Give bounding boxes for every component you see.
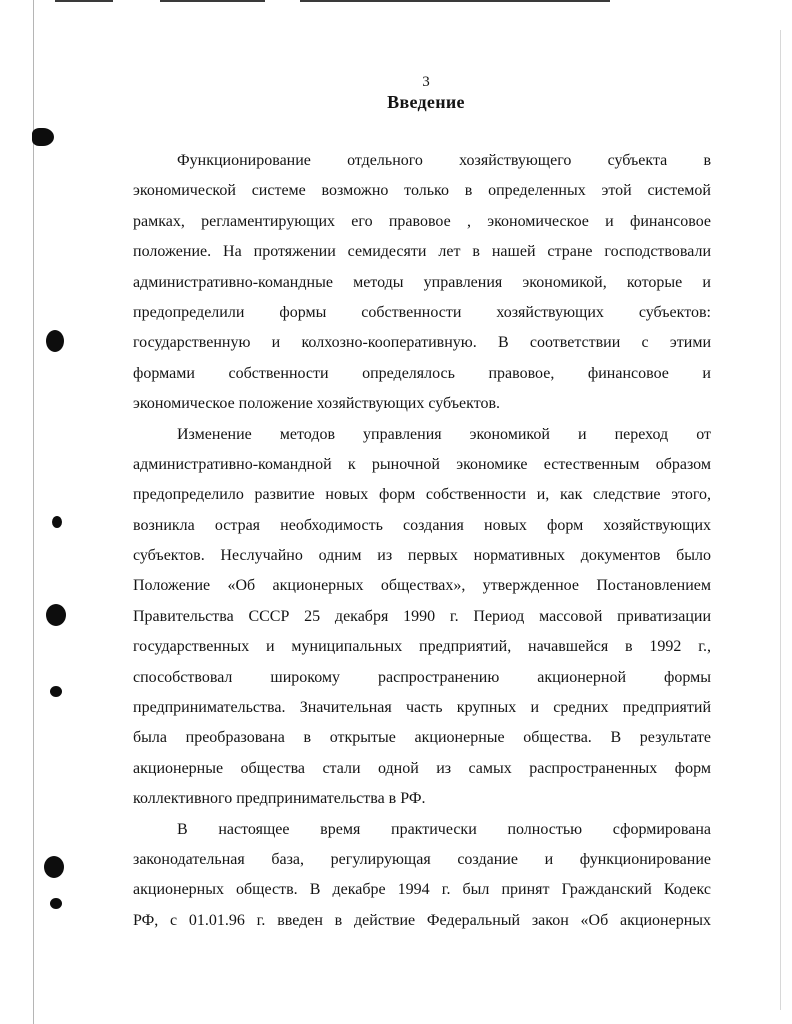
- text-line: РФ, с 01.01.96 г. введен в действие Федеральный закон «Об акционерных: [133, 911, 711, 929]
- punch-hole-mark: [46, 604, 66, 626]
- text-line: положение. На протяжении семидесяти лет в нашей стране господствовали: [133, 243, 711, 261]
- page-title: Введение: [387, 92, 465, 112]
- punch-hole-mark: [46, 330, 64, 352]
- page-number: 3: [422, 74, 430, 90]
- scan-artifact-line: [300, 0, 610, 2]
- scan-artifact-line: [55, 0, 113, 2]
- text-line: Правительства СССР 25 декабря 1990 г. Период массовой приватизации: [133, 607, 711, 625]
- punch-hole-mark: [44, 856, 64, 878]
- text-line: государственных и муниципальных предприятий, начавшейся в 1992 г.,: [133, 638, 711, 656]
- right-page-edge: [780, 30, 781, 1010]
- scan-artifact-line: [160, 0, 265, 2]
- text-line: формами собственности определялось правовое, финансовое и: [133, 364, 711, 382]
- text-line: была преобразована в открытые акционерные общества. В результате: [133, 729, 711, 747]
- text-line: субъектов. Неслучайно одним из первых нормативных документов было: [133, 547, 711, 565]
- punch-hole-mark: [50, 686, 62, 697]
- text-line: административно-командные методы управления экономикой, которые и: [133, 273, 711, 291]
- text-line: Функционирование отдельного хозяйствующего субъекта в: [177, 152, 711, 169]
- text-line: предопределило развитие новых форм собственности и, как следствие этого,: [133, 486, 711, 504]
- paragraph: [133, 420, 711, 815]
- text-line: государственную и колхозно-кооперативную. В соответствии с этими: [133, 334, 711, 352]
- text-line: способствовал широкому распространению акционерной формы: [133, 668, 711, 686]
- paragraph: [133, 815, 711, 937]
- text-line: предпринимательства. Значительная часть крупных и средних предприятий: [133, 699, 711, 717]
- text-line: рамках, регламентирующих его правовое , экономическое и финансовое: [133, 212, 711, 230]
- text-line: административно-командной к рыночной экономике естественным образом: [133, 455, 711, 473]
- text-line: акционерных обществ. В декабре 1994 г. был принят Гражданский Кодекс: [133, 881, 711, 899]
- text-line: законодательная база, регулирующая создание и функционирование: [133, 850, 711, 868]
- text-line: коллективного предпринимательства в РФ.: [133, 790, 426, 808]
- punch-hole-mark: [52, 516, 62, 528]
- punch-hole-mark: [32, 128, 54, 146]
- left-page-edge: [33, 0, 34, 1024]
- text-line: возникла острая необходимость создания новых форм хозяйствующих: [133, 516, 711, 534]
- punch-hole-mark: [50, 898, 62, 909]
- text-line: экономическое положение хозяйствующих субъектов.: [133, 395, 501, 413]
- text-line: Положение «Об акционерных обществах», утвержденное Постановлением: [133, 577, 711, 595]
- paragraph: [133, 146, 711, 420]
- text-line: В настоящее время практически полностью сформирована: [177, 820, 711, 838]
- document-body: [133, 146, 711, 936]
- text-line: акционерные общества стали одной из самых распространенных форм: [133, 759, 711, 777]
- text-line: Изменение методов управления экономикой и переход от: [177, 425, 711, 443]
- text-line: экономической системе возможно только в определенных этой системой: [133, 182, 711, 200]
- text-line: предопределили формы собственности хозяйствующих субъектов:: [133, 303, 711, 321]
